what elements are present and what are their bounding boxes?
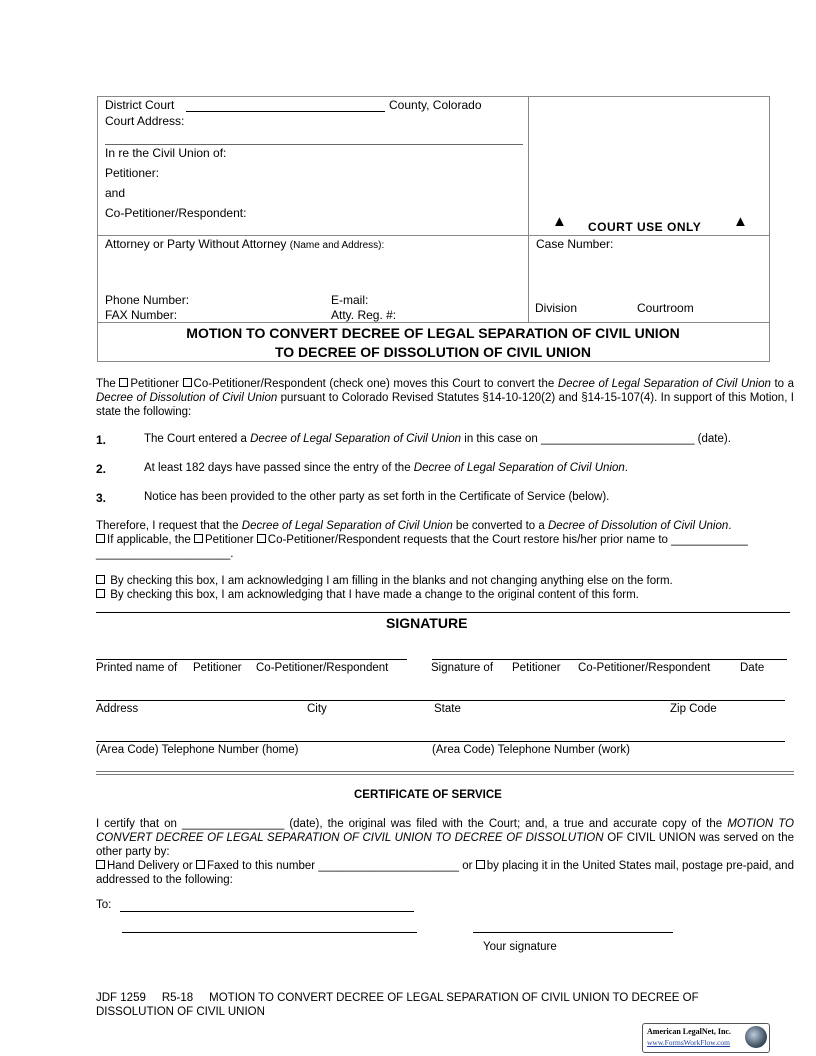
therefore-mid: be converted to a [455,520,545,532]
phone-line[interactable] [96,741,785,742]
intro-decree-legal: Decree of Legal Separation of Civil Union [557,378,771,390]
intro-the: The [96,378,116,390]
printed-co-petitioner-label: Co-Petitioner/Respondent [256,662,389,674]
globe-icon [745,1026,767,1048]
mail-checkbox[interactable] [476,860,485,869]
phone-work-label: (Area Code) Telephone Number (work) [432,744,630,756]
acknowledge-change-text: By checking this box, I am acknowledging that I have made a change to the original content of this form. [110,589,639,601]
caption-divider-vertical [528,96,529,322]
co-petitioner-checkbox[interactable] [183,378,192,387]
printed-name-line[interactable] [96,659,407,660]
intro-to-a: to a [774,378,794,390]
fax-label: FAX Number: [105,308,178,322]
court-address-label: Court Address: [105,114,185,128]
petitioner-label: Petitioner: [105,166,160,180]
therefore-decree-legal: Decree of Legal Separation of Civil Union [241,520,453,532]
divider-double-bottom [96,774,794,775]
item-1-date-blank[interactable]: in this case on ________________________ (date). [464,433,731,445]
certificate-line1-end: OF CIVIL UNION was served on the other party by: [96,832,794,858]
signature-petitioner-label: Petitioner [512,662,561,674]
caption-divider-2 [97,322,769,323]
item-2-italic: Decree of Legal Separation of Civil Union [413,462,625,474]
therefore-paragraph [96,519,794,561]
intro-rest: pursuant to Colorado Revised Statutes §14-10-120(2) and §14-15-107(4). In support of this Motion, I state the following: [96,392,794,418]
prior-name-blank[interactable]: _____________________. [96,548,234,560]
item-3-number: 3. [96,491,107,505]
item-2 [144,462,628,474]
caption-divider-1 [97,235,769,236]
legalnet-logo [642,1023,770,1053]
hand-delivery-checkbox[interactable] [96,860,105,869]
court-address-underline [105,144,523,145]
printed-petitioner-label: Petitioner [193,662,242,674]
to-line-1[interactable] [120,911,414,912]
co-petitioner-label: Co-Petitioner/Respondent: [105,206,247,220]
footer-title: MOTION TO CONVERT DECREE OF LEGAL SEPARATION OF CIVIL UNION TO DECREE OF DISSOLUTION OF CIVIL UNION [96,992,699,1018]
intro-decree-dissolution: Decree of Dissolution of Civil Union [96,392,278,404]
acknowledge-section [96,574,673,602]
attorney-row [105,237,384,251]
atty-reg-label: Atty. Reg. #: [331,308,397,322]
certificate-paragraph [96,817,794,887]
phone-home-label: (Area Code) Telephone Number (home) [96,744,299,756]
therefore-decree-dissolution: Decree of Dissolution of Civil Union [548,520,729,532]
restore-co-petitioner-text: Co-Petitioner/Respondent requests that the Court restore his/her prior name to ____________ [267,534,748,546]
petitioner-checkbox[interactable] [119,378,128,387]
signature-heading: SIGNATURE [386,615,468,631]
title-line-1: MOTION TO CONVERT DECREE OF LEGAL SEPARATION OF CIVIL UNION [186,325,680,341]
item-1-number: 1. [96,433,107,447]
district-court-label: District Court [105,98,175,112]
certificate-heading: CERTIFICATE OF SERVICE [354,789,502,801]
item-2-number: 2. [96,462,107,476]
mail-label: by placing it in the United States mail, postage pre-paid, and addressed to the following: [96,860,794,886]
footer [96,991,756,1019]
courtroom-label: Courtroom [637,301,694,315]
triangle-up-icon: ▲ [552,213,567,230]
logo-company: American LegalNet, Inc. [647,1027,731,1036]
form-id: JDF 1259 [96,992,146,1004]
acknowledge-change-checkbox[interactable] [96,589,105,598]
page-title [97,324,769,362]
date-label: Date [740,662,765,674]
phone-label: Phone Number: [105,293,190,307]
printed-name-label: Printed name of [96,662,178,674]
state-label: State [434,703,461,715]
attorney-note: (Name and Address): [289,240,385,251]
title-line-2: TO DECREE OF DISSOLUTION OF CIVIL UNION [274,344,592,360]
your-signature-line[interactable] [473,932,673,933]
to-line-2[interactable] [122,932,417,933]
item-2-text: At least 182 days have passed since the entry of the [144,462,411,474]
restore-petitioner-checkbox[interactable] [194,534,203,543]
city-label: City [307,703,327,715]
acknowledge-no-change-checkbox[interactable] [96,575,105,584]
county-blank[interactable] [186,111,385,112]
signature-co-petitioner-label: Co-Petitioner/Respondent [578,662,711,674]
therefore-end: . [728,520,732,532]
item-1-text: The Court entered a [144,433,247,445]
intro-paragraph [96,377,794,419]
case-number-label: Case Number: [536,237,614,251]
if-applicable-text: If applicable, the [107,534,191,546]
signature-of-label: Signature of [431,662,494,674]
zip-label: Zip Code [670,703,717,715]
item-1 [144,433,731,445]
item-3-text: Notice has been provided to the other party as set forth in the Certificate of Service (below). [144,491,610,503]
address-line[interactable] [96,700,785,701]
hand-delivery-label: Hand Delivery or [107,860,193,872]
divider [96,612,790,613]
certificate-motion-title: MOTION TO CONVERT DECREE OF LEGAL SEPARATION OF CIVIL UNION TO DECREE OF DISSOLUTION [96,818,795,844]
attorney-label: Attorney or Party Without Attorney [105,237,287,251]
therefore-pre: Therefore, I request that the [96,520,239,532]
acknowledge-no-change-text: By checking this box, I am acknowledging I am filling in the blanks and not changing anything else on the form. [110,575,673,587]
triangle-up-icon: ▲ [733,213,748,230]
signature-line[interactable] [432,659,787,660]
certificate-line1: I certify that on ________________ (date), the original was filed with the Court; and, a true and accurate copy of the [96,818,723,830]
divider-double-top [96,771,794,772]
your-signature-label: Your signature [483,941,557,953]
faxed-label: Faxed to this number ______________________ or [206,860,473,872]
faxed-checkbox[interactable] [196,860,205,869]
logo-url[interactable]: www.FormsWorkFlow.com [647,1038,731,1047]
item-2-end: . [624,462,628,474]
and-label: and [105,186,126,200]
district-court-row [105,98,174,112]
to-label: To: [96,899,112,911]
division-label: Division [535,301,578,315]
email-label: E-mail: [331,293,369,307]
address-label: Address [96,703,139,715]
county-label: County, Colorado [389,98,482,112]
restore-co-petitioner-checkbox[interactable] [257,534,266,543]
item-1-italic: Decree of Legal Separation of Civil Union [250,433,462,445]
restore-petitioner-label: Petitioner [204,534,254,546]
court-use-only: COURT USE ONLY [588,220,702,234]
intro-petitioner: Petitioner [130,378,179,390]
intro-co-petitioner: Co-Petitioner/Respondent (check one) moves this Court to convert the [193,378,555,390]
item-3 [144,491,609,503]
if-applicable-checkbox[interactable] [96,534,105,543]
in-re-label: In re the Civil Union of: [105,146,227,160]
form-revision: R5-18 [161,992,194,1004]
